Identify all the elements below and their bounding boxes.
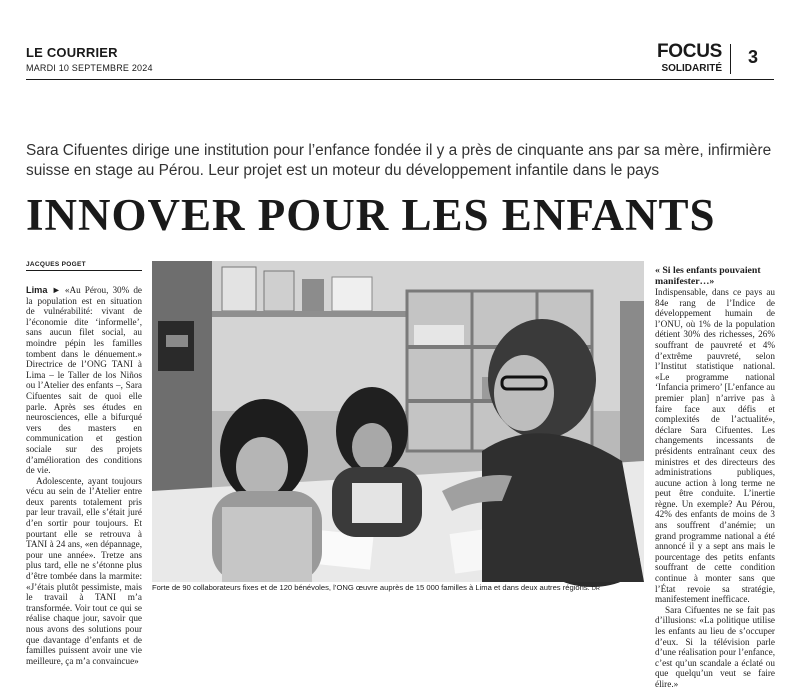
article-column-left xyxy=(26,285,143,666)
rubric-label: FOCUS xyxy=(656,41,722,62)
paragraph xyxy=(26,285,142,476)
article-byline: JACQUES POGET xyxy=(26,261,86,268)
byline-rule xyxy=(26,270,142,271)
paragraph: Indispensable, dans ce pays au 84e rang de l’Indice de développement humain de l’ONU, où 1% de la population détient 30% des richesses, 26% souffrant de pauvreté et 4% d’extrême pauvreté, selon l’Institut statistique national. «Le programme national ‘Infancia primero’ [L’enfance au premier plan] n’arrive pas à faire face aux défis et complexités de l’actualité», déclare Sara Cifuentes. Les changements incessants de présidents entraînant ceux des ministres et des directeurs des administrations publiques, aucune action à long terme ne peut être conduite. L’inertie règne. Un exemple? Au Pérou, 42% des enfants de moins de 3 ans souffrent d’anémie; un grand programme national a été annoncé il y a sept ans mais le pourcentage des petits enfants souffrant de cette condition continue à monter sans que l’État revoie sa stratégie, manifestement inefficace. xyxy=(655,287,775,605)
section-label: SOLIDARITÉ xyxy=(661,63,722,74)
photo-caption xyxy=(152,583,652,594)
publication-name: LE COURRIER xyxy=(26,45,118,60)
photo-credit: DR xyxy=(591,586,600,592)
article-chapeau: Sara Cifuentes dirige une institution pour l’enfance fondée il y a près de cinquante ans par sa mère, infirmière suisse en stage au Pérou. Leur projet est un moteur du développement infantile dans le pays xyxy=(26,142,772,179)
paragraph: Adolescente, ayant toujours vécu au sein de l’Atelier entre deux parents totalement pris par leur travail, elle s’était juré d’en sortir pour toujours. Et pourtant elle se retrouva à TANI à 24 ans, «en dépannage, pour une année». Tretze ans plus tard, elle ne s’étonne plus d’être tombée dans la marmite: «J’étais plutôt pessimiste, mais le travail à TANI m’a transformée. Voir tout ce qui se réalise chaque jour, savoir que nous avons des solutions pour que davantage d’enfants et de familles puissent avoir une vie meilleure, ça m’a convaincue» xyxy=(26,475,142,666)
page-number: 3 xyxy=(748,47,759,67)
dateline: Lima ► xyxy=(26,285,61,295)
article-headline: INNOVER POUR LES ENFANTS xyxy=(26,190,716,240)
caption-text: Forte de 90 collaborateurs fixes et de 120 bénévoles, l’ONG œuvre auprès de 15 000 familles à Lima et dans deux autres régions. xyxy=(152,583,590,592)
header-divider xyxy=(730,44,731,74)
paragraph-text: «Au Pérou, 30% de la population est en situation de vulnérabilité: vivant de l’économie dite ‘informelle’, sans aucun filet social, au moindre pépin les familles tombent dans le dénuement.» Directrice de l’ONG TANI à Lima – le Taller de los Niños ou l’Atelier des enfants –, Sara Cifuentes sait de quoi elle parle. Après ses études en neurosciences, elle a bifurqué vers des masters en communication et gestion sociale sur des projets d’amélioration des conditions de vie. xyxy=(26,285,143,476)
paragraph: Sara Cifuentes ne se fait pas d’illusions: «La politique utilise les enfants au lieu de s’occuper d’eux. Si la télévision parle d’une réalisation pour l’enfance, c’est qu’un scandale a éclaté ou que quelqu’un veut se faire élire.» xyxy=(655,604,775,689)
article-column-right xyxy=(655,265,775,689)
intertitle: « Si les enfants pouvaient manifester…» xyxy=(655,265,761,287)
header-rule xyxy=(26,79,774,80)
article-photo xyxy=(152,261,644,582)
issue-date: MARDI 10 SEPTEMBRE 2024 xyxy=(26,63,153,73)
classroom-photo-illustration xyxy=(152,261,644,582)
